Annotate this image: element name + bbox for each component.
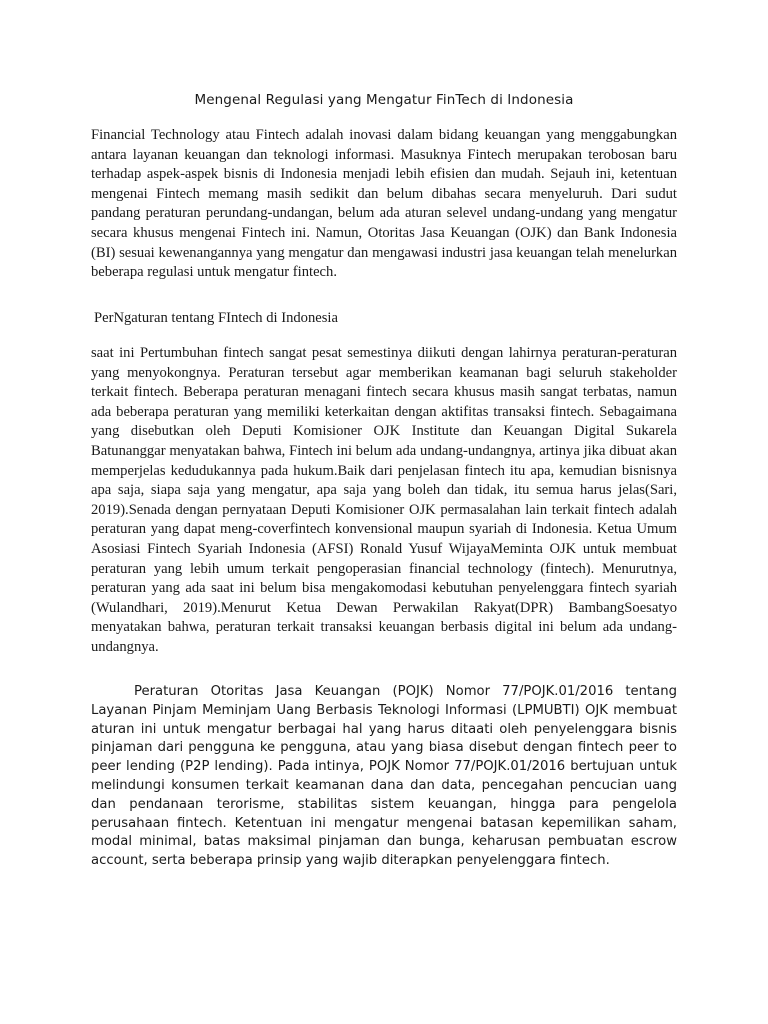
intro-paragraph: Financial Technology atau Fintech adalah inovasi dalam bidang keuangan yang menggabungkan antara layanan keuangan dan teknologi informasi. Masuknya Fintech merupakan terobosan baru terhadap aspek-aspek bisnis di Indonesia menjadi lebih efisien dan mudah. Sejauh ini, ketentuan mengenai Fintech memang masih sedikit dan belum dibahas secara menyeluruh. Dari sudut pandang peraturan perundang-undangan, belum ada aturan selevel undang-undang yang mengatur secara khusus mengenai Fintech ini. Namun, Otoritas Jasa Keuangan (OJK) dan Bank Indonesia (BI) sesuai kewenangannya yang mengatur dan mengawasi industri jasa keuangan telah menelurkan beberapa regulasi untuk mengatur fintech. [91,127,677,281]
section-heading: PerNgaturan tentang FIntech di Indonesia [94,310,338,326]
document-title: Mengenal Regulasi yang Mengatur FinTech di Indonesia [194,92,574,108]
regulation-paragraph: saat ini Pertumbuhan fintech sangat pesat semestinya diikuti dengan lahirnya peraturan-peraturan yang menyokongnya. Peraturan tersebut agar memberikan keamanan bagi seluruh stakeholder terkait fintech. Beberapa peraturan menagani fintech secara khusus masih sangat terbatas, namun ada beberapa peraturan yang memiliki keterkaitan dengan aktifitas transaksi fintech. Sebagaimana yang disebutkan oleh Deputi Komisioner OJK Institute dan Keuangan Digital Sukarela Batunanggar menyatakan bahwa, Fintech ini belum ada undang-undangnya, artinya jika dibuat akan memperjelas kedudukannya pada hukum.Baik dari penjelasan fintech itu apa, kemudian bisnisnya apa saja, siapa saja yang mengatur, apa saja yang boleh dan tidak, itu semua harus jelas(Sari, 2019).Senada dengan pernyataan Deputi Komisioner OJK permasalahan lain terkait fintech adalah peraturan yang dapat meng-coverfintech konvensional maupun syariah di Indonesia. Ketua Umum Asosiasi Fintech Syariah Indonesia (AFSI) Ronald Yusuf WijayaMeminta OJK untuk membuat peraturan yang lebih umum terkait pengoperasian financial technology (fintech). Menurutnya, peraturan yang ada saat ini belum bisa mengakomodasi kebutuhan penyelenggara fintech syariah (Wulandhari, 2019).Menurut Ketua Dewan Perwakilan Rakyat(DPR) BambangSoesatyo menyatakan bahwa, peraturan terkait transaksi keuangan berbasis digital ini belum ada undang-undangnya. [91,345,677,655]
pojk-paragraph: Peraturan Otoritas Jasa Keuangan (POJK) Nomor 77/POJK.01/2016 tentang Layanan Pinjam Meminjam Uang Berbasis Teknologi Informasi (LPMUBTI) OJK membuat aturan ini untuk mengatur berbagai hal yang harus ditaati oleh penyelenggara bisnis pinjaman dari pengguna ke pengguna, atau yang biasa disebut dengan fintech peer to peer lending (P2P lending). Pada intinya, POJK Nomor 77/POJK.01/2016 bertujuan untuk melindungi konsumen terkait keamanan dana dan data, pencegahan pencucian uang dan pendanaan terorisme, stabilitas sistem keuangan, hingga para pengelola perusahaan fintech. Ketentuan ini mengatur mengenai batasan kepemilikan saham, modal minimal, batas maksimal pinjaman dan bunga, keharusan pembuatan escrow account, serta beberapa prinsip yang wajib diterapkan penyelenggara fintech. [91,684,677,869]
